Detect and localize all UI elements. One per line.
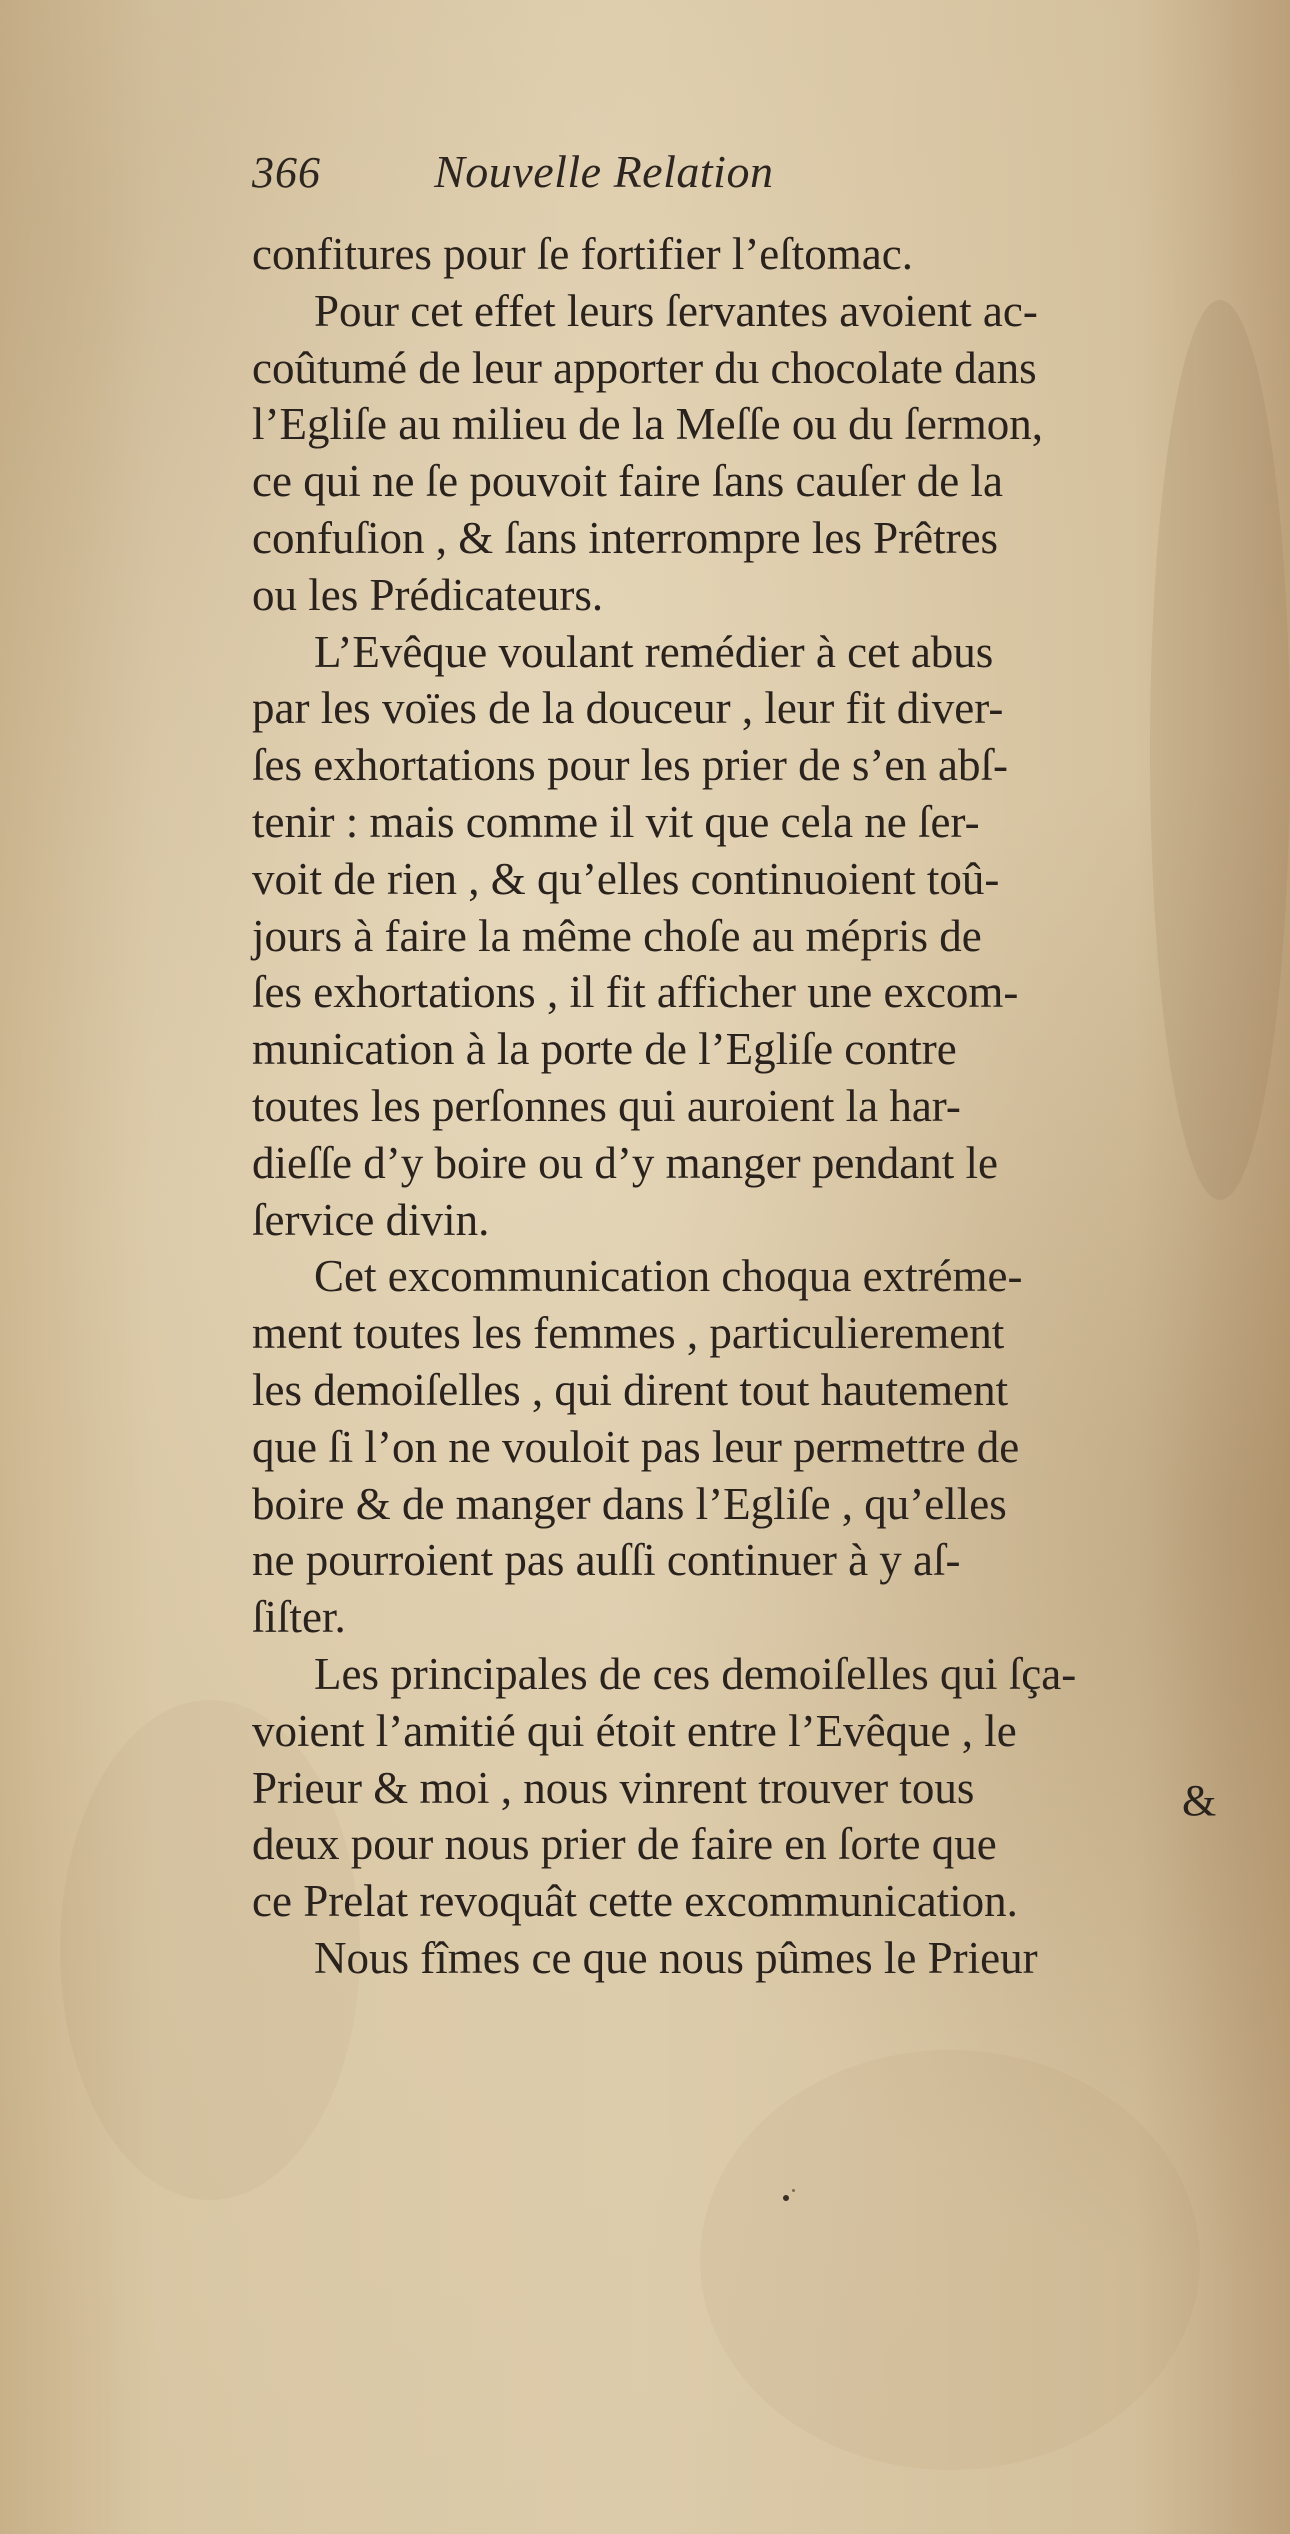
text-line: les demoiſelles , qui dirent tout hautement	[252, 1364, 1009, 1415]
text-line: ne pourroient pas auſſi continuer à y aſ-	[252, 1535, 961, 1586]
text-line: par les voïes de la douceur , leur fit diver-	[252, 683, 1004, 734]
text-line: ſes exhortations , il fit afficher une excom-	[252, 967, 1019, 1018]
text-line: dieſſe d’y boire ou d’y manger pendant le	[252, 1137, 998, 1188]
text-line: Prieur & moi , nous vinrent trouver tous	[252, 1762, 975, 1813]
running-header	[252, 145, 1012, 205]
text-line: ſiſter.	[252, 1592, 346, 1643]
text-line: Les principales de ces demoiſelles qui ſça-	[314, 1648, 1077, 1699]
catchword: &	[1182, 1776, 1217, 1825]
text-line: munication à la porte de l’Egliſe contre	[252, 1024, 957, 1075]
text-line: tenir : mais comme il vit que cela ne ſer-	[252, 796, 980, 847]
body-text	[252, 226, 1232, 1987]
text-line: que ſi l’on ne vouloit pas leur permettre de	[252, 1421, 1020, 1472]
page-number: 366	[252, 148, 321, 197]
text-line: deux pour nous prier de faire en ſorte que	[252, 1819, 997, 1870]
text-line: Cet excommunication choqua extréme-	[314, 1251, 1023, 1302]
text-line: ſervice divin.	[252, 1194, 490, 1245]
text-line: coûtumé de leur apporter du chocolate dans	[252, 342, 1037, 393]
ink-speck	[792, 2189, 795, 2192]
text-line: ſes exhortations pour les prier de s’en abſ-	[252, 740, 1009, 791]
text-line: l’Egliſe au milieu de la Meſſe ou du ſermon,	[252, 399, 1044, 450]
paper-stain	[700, 2050, 1200, 2470]
text-line: boire & de manger dans l’Egliſe , qu’elles	[252, 1478, 1007, 1529]
text-line: toutes les perſonnes qui auroient la har-	[252, 1080, 961, 1131]
text-line: voient l’amitié qui étoit entre l’Evêque , le	[252, 1705, 1017, 1756]
text-line: voit de rien , & qu’elles continuoient toû-	[252, 853, 1000, 904]
text-line: ce Prelat revoquât cette excommunication.	[252, 1876, 1018, 1927]
text-line: Pour cet effet leurs ſervantes avoient ac-	[314, 285, 1038, 336]
text-line: ou les Prédicateurs.	[252, 569, 604, 620]
text-line: confuſion , & ſans interrompre les Prêtres	[252, 512, 999, 563]
running-title: Nouvelle Relation	[434, 146, 774, 197]
text-line: ce qui ne ſe pouvoit faire ſans cauſer de la	[252, 456, 1003, 507]
text-line: ment toutes les femmes , particulierement	[252, 1308, 1005, 1359]
text-line: jours à faire la même choſe au mépris de	[252, 910, 982, 961]
text-line: L’Evêque voulant remédier à cet abus	[314, 626, 994, 677]
text-line: Nous fîmes ce que nous pûmes le Prieur	[314, 1932, 1038, 1983]
text-line: confitures pour ſe fortifier l’eſtomac.	[252, 229, 913, 279]
ink-speck	[783, 2195, 789, 2201]
